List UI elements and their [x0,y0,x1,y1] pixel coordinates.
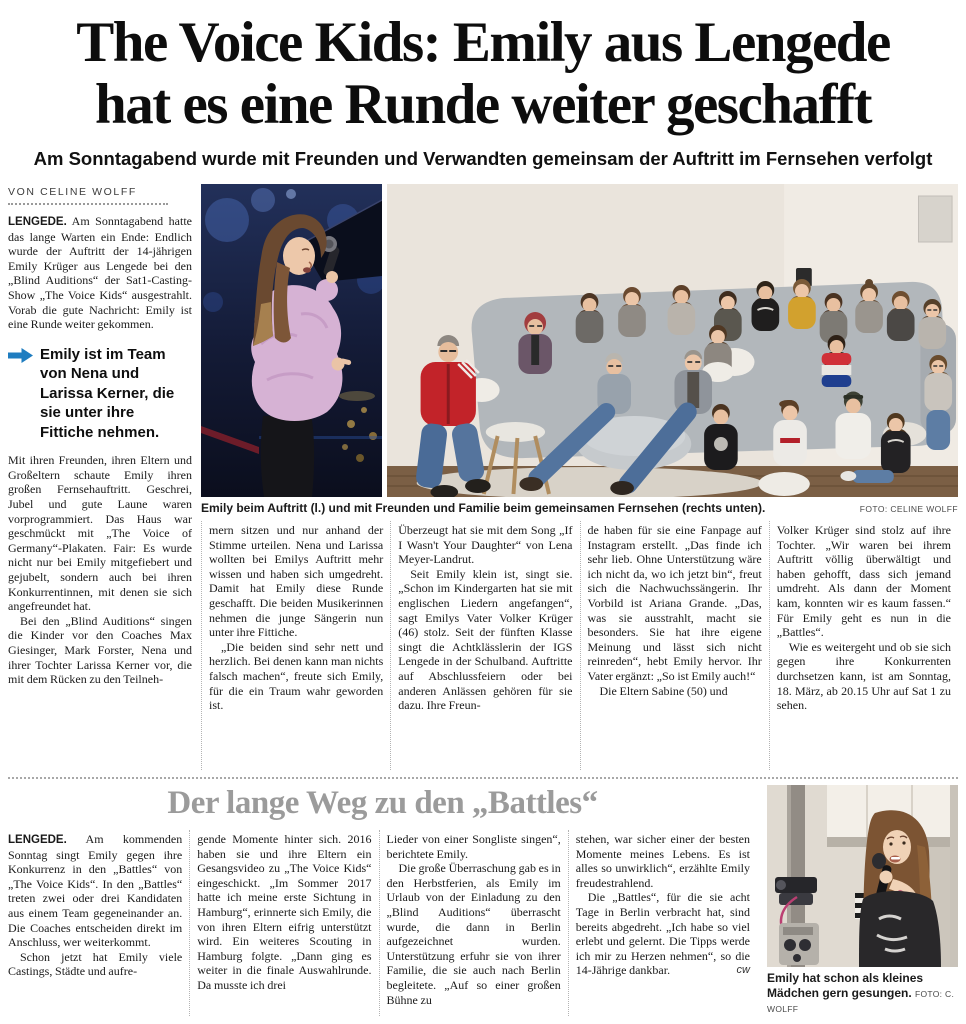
paragraph [8,832,182,950]
subheadline: Am Sonntagabend wurde mit Freunden und Verwandten gemeinsam der Auftritt im Fernsehen verfolgt [33,148,933,169]
arrow-right-icon [8,348,33,363]
byline: VON CELINE WOLFF [8,184,168,205]
second-article-title: Der lange Weg zu den „Battles“ [167,785,598,821]
dateline: LENGEDE. [8,216,67,228]
paragraph-text: Am kommenden Sonntag singt Emily gegen ihre Konkurrenz in den „Battles“ von „The Voice Kids“. In den „Battles“ treten zwei oder drei Kandidaten aus einem Team gegeneinander an. Die Coaches entscheiden direkt im Anschluss, wer weiterkommt. [8,832,183,950]
second-article [8,785,958,1019]
paragraph: Seit Emily klein ist, singt sie. „Schon im Kindergarten hat sie mit englischen Liedern angefangen“, sagt Emilys Vater Volker Krüger (46) stolz. Seit der fünften Klasse singt die Achtklässlerin der IGS Lengede in der Schulband. Auftritte auf Abschlussfeiern oder bei anderen Anlässen gehören für sie dazu. Ihre Freun- [398,566,573,713]
living-room-group-photo [387,184,958,497]
photo-row [201,184,958,497]
stage-performance-photo [201,184,382,497]
paragraph: Bei den „Blind Auditions“ singen die Kinder vor den Coaches Max Giesinger, Mark Forster, Nena und ihrer Tochter Larissa Kerner vor, die mit dem Rücken zu den Teilneh- [8,613,192,687]
photo-caption-row [201,497,958,518]
paragraph: „Die beiden sind sehr nett und herzlich. Bei denen kann man nichts falsch machen“, freute sich Emily, für die ein Traum wahr geworden ist. [209,639,384,713]
page-title [8,12,958,136]
paragraph [576,890,750,978]
childhood-singing-photo [767,785,958,967]
main-article-right-block [201,184,958,770]
paragraph: Die Eltern Sabine (50) und [599,683,728,698]
paragraph-text: Die „Battles“, für die sie acht Tage in Berlin verbracht hat, sind bereits abgedreht. „Ich habe so viel erlebt und gelernt. Die Tipps werde ich mir zu Herzen nehmen“, so die 14-Jährige dankbar. [575,890,750,978]
paragraph: gende Momente hinter sich. 2016 haben sie und ihre Eltern ein Gesangsvideo zu „The Voice Kids“ eingeschickt. „Im Sommer 2017 hatte ich meine erste Sichtung in Hamburg“, erinnerte sich Emily, die von ihren Eltern eifrig unterstützt wird. Ein weiteres Scouting in Hamburg folgte. „Dann ging es weiter in die finale Auswahlrunde. Da musste ich drei [197,832,372,992]
article-column-1 [8,184,192,770]
paragraph: Volker Krüger sind stolz auf ihre Tochter. „Wir waren bei ihrem Auftritt völlig überwältigt und haben gehofft, dass sich jemand umdreht. Als dann der Moment kam, konnten wir es kaum fassen.“ Für Emily geht es nun in die „Battles“. [776,523,951,640]
second-article-text-block [8,785,757,1019]
paragraph: stehen, war sicher einer der besten Momente meines Lebens. Es ist alles so unwirklich“, erzählte Emily freudestrahlend. [575,832,750,890]
main-article [8,184,958,770]
second-photo-caption [767,971,958,1017]
paragraph: Lieder von einer Songliste singen“, berichtete Emily. [386,832,561,861]
second-column-3 [379,830,568,1016]
second-column-4 [568,830,757,1016]
second-column-1 [8,830,189,1016]
second-photo-credit: FOTO: C. WOLFF [767,988,955,1014]
article-separator [8,777,958,779]
article-column-3 [390,521,579,770]
paragraph: mern sitzen und nur anhand der Stimme urteilen. Nena und Larissa wollten bei Emilys Auftritt mehr wissen und haben sich umgedreht. Damit hat Emily diese Runde geschafft. Die beiden Musikerinnen nehmen die junge Sängerin nun unter ihre Fittiche. [209,523,384,640]
author-signature: cw [736,964,750,977]
paragraph [8,214,192,332]
second-column-2 [189,830,378,1016]
second-article-photo-block [767,785,958,1019]
main-article-columns [201,521,958,770]
headline-line-1: The Voice Kids: Emily aus Lengede [76,11,890,74]
paragraph: Die große Überraschung gab es in den Herbstferien, als Emily im Urlaub von der Einladung zu den „Blind Auditions“ überrascht wurde, die dann in Berlin aufgezeichnet wurden. Unterstützung erfuhr sie von ihrer Familie, die sie auch nach Berlin begleitete. „Auf so einer großen Bühne zu [386,861,561,1007]
paragraph: Schon jetzt hat Emily viele Castings, Städte und aufre- [8,949,183,979]
paragraph: de haben für sie eine Fanpage auf Instagram erstellt. „Das finde ich sehr lieb. Ohne Unterstützung wäre ich nicht da, wo ich jetzt bin“, freut sich die Nachwuchssängerin. Ihr Vorbild ist Ariana Grande. „Das, was sie ausstrahlt, macht sie besonders. Sie hat ihre eigene Meinung und lässt sich nicht reinreden“, hebt Emily hervor. Ihr Vater ergänzt: „So ist Emily auch!“ [587,523,762,683]
dateline: LENGEDE. [8,834,67,846]
paragraph: Überzeugt hat sie mit dem Song „If I Wasn't Your Daughter“ von Lena Meyer-Landrut. [398,523,573,567]
article-column-2 [201,521,390,770]
paragraph-text: Am Sonntagabend hatte das lange Warten ein Ende: Endlich wurde der Auftritt der 14-jährigen Emily Krüger aus Lengede bei den „Blind Auditions“ der Sat1-Casting-Show „The Voice Kids“ ausgestrahlt. Vorab die gute Nachricht: Emily ist eine Runde weiter gekommen. [8,214,192,332]
callout-text: Emily ist im Team von Nena und Larissa Kerner, die sie unter ihre Fittiche nehmen. [40,345,175,441]
headline-line-2: hat es eine Runde weiter geschafft [95,73,871,136]
paragraph: Mit ihren Freunden, ihren Eltern und Großeltern schaute Emily ihren großen Fernsehauftritt. Geschrei, Jubel und gute Laune waren vorprogrammiert. Das Haus war geschmückt mit „The Voice of Germany“-Plakaten. Fair: Es wurde nicht nur bei Emily mitgefiebert und gejubelt, sondern auch bei ihren Konkurrentinnen, mit denen sie sich angefreundet hat. [8,453,192,614]
second-article-columns [8,830,757,1016]
second-photo-caption-text: Emily hat schon als kleines Mädchen gern gesungen. [767,971,924,1000]
callout [8,345,190,443]
photo-credit: FOTO: CELINE WOLFF [859,504,958,514]
article-column-5 [769,521,958,770]
photo-caption: Emily beim Auftritt (l.) und mit Freunden und Familie beim gemeinsamen Fernsehen (rechts unten). [201,501,766,515]
paragraph: Wie es weitergeht und ob sie sich gegen ihre Konkurrenten durchsetzen kann, ist am Sonntag, 18. März, ab 20.15 Uhr auf Sat 1 zu sehen. [776,639,951,713]
article-column-4 [580,521,769,770]
